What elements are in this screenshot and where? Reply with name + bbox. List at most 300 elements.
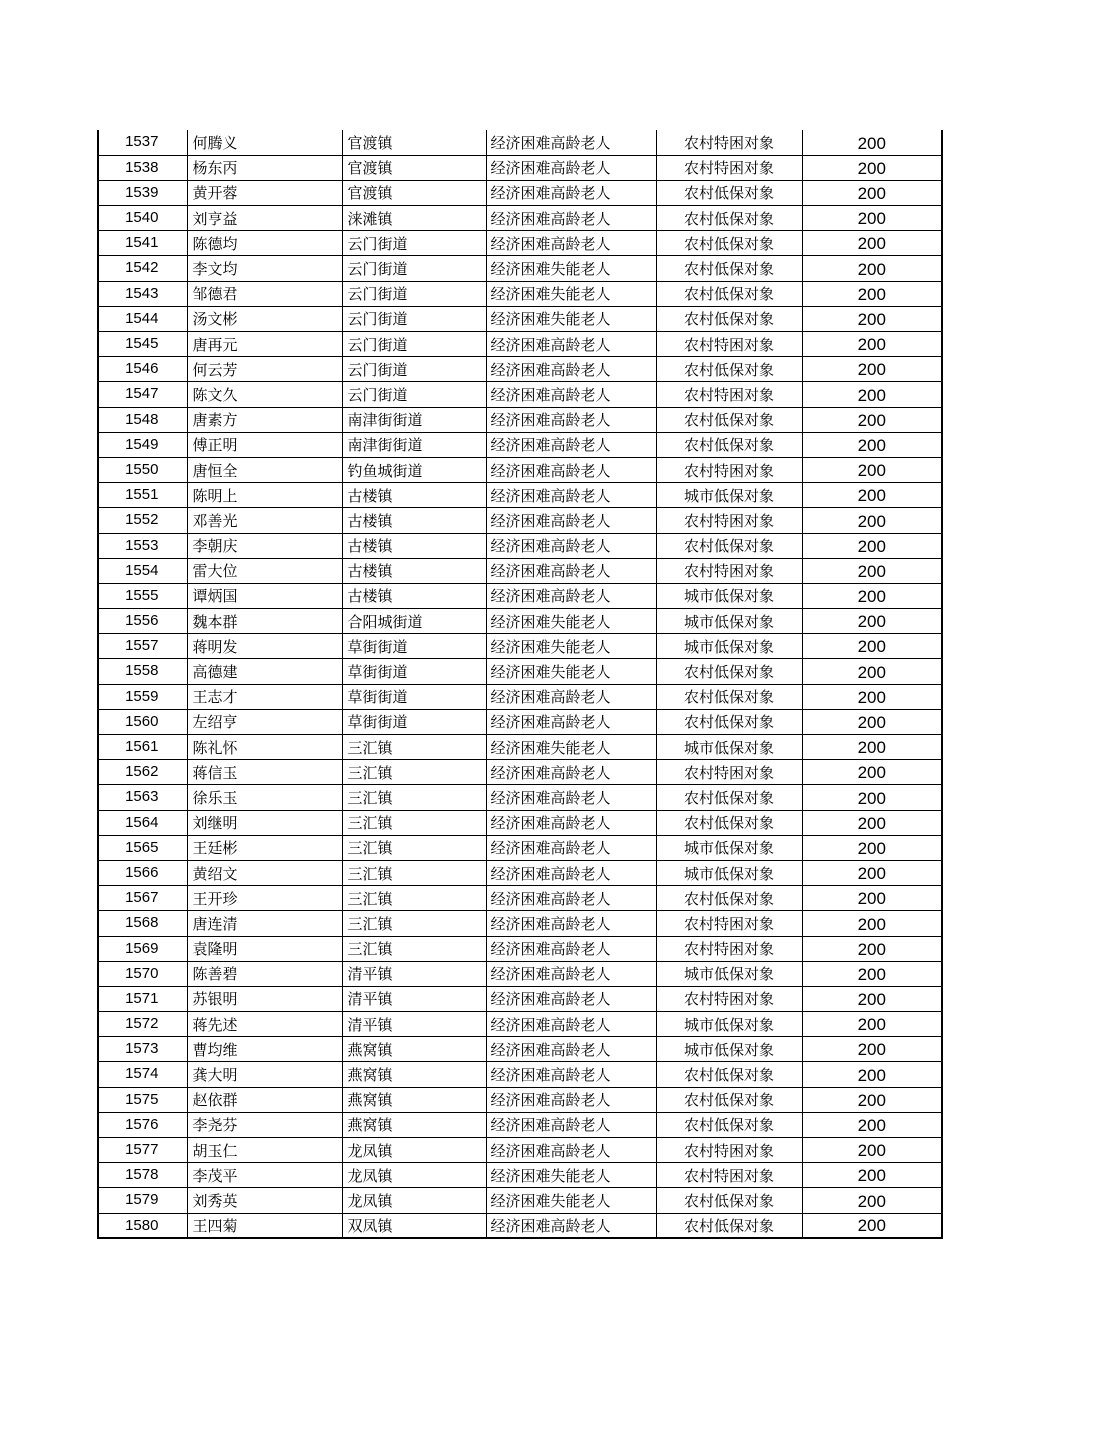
cell-recipient-type: 农村低保对象: [656, 1112, 802, 1137]
cell-recipient-type: 农村特困对象: [656, 332, 802, 357]
cell-name: 何云芳: [187, 357, 342, 382]
cell-serial-number: 1546: [98, 357, 187, 382]
cell-amount: 200: [802, 810, 942, 835]
cell-serial-number: 1552: [98, 508, 187, 533]
cell-recipient-type: 农村低保对象: [656, 785, 802, 810]
cell-name: 苏银明: [187, 986, 342, 1011]
table-row: [98, 810, 942, 835]
cell-category: 经济困难高龄老人: [486, 457, 656, 482]
table-row: [98, 1213, 942, 1238]
cell-amount: 200: [802, 634, 942, 659]
cell-serial-number: 1566: [98, 860, 187, 885]
cell-amount: 200: [802, 684, 942, 709]
cell-serial-number: 1558: [98, 659, 187, 684]
table-row: [98, 306, 942, 331]
cell-name: 赵依群: [187, 1087, 342, 1112]
cell-category: 经济困难高龄老人: [486, 180, 656, 205]
cell-amount: 200: [802, 1037, 942, 1062]
cell-town: 官渡镇: [342, 155, 486, 180]
cell-town: 云门街道: [342, 382, 486, 407]
cell-category: 经济困难失能老人: [486, 735, 656, 760]
cell-amount: 200: [802, 155, 942, 180]
cell-serial-number: 1560: [98, 709, 187, 734]
cell-name: 李茂平: [187, 1163, 342, 1188]
cell-town: 双凤镇: [342, 1213, 486, 1238]
cell-name: 陈明上: [187, 483, 342, 508]
cell-town: 龙凤镇: [342, 1188, 486, 1213]
cell-amount: 200: [802, 483, 942, 508]
cell-recipient-type: 农村低保对象: [656, 533, 802, 558]
cell-category: 经济困难高龄老人: [486, 1087, 656, 1112]
cell-amount: 200: [802, 231, 942, 256]
cell-recipient-type: 农村低保对象: [656, 432, 802, 457]
cell-amount: 200: [802, 961, 942, 986]
cell-name: 龚大明: [187, 1062, 342, 1087]
cell-town: 云门街道: [342, 281, 486, 306]
cell-town: 清平镇: [342, 986, 486, 1011]
table-row: [98, 1163, 942, 1188]
cell-name: 唐再元: [187, 332, 342, 357]
cell-name: 邹德君: [187, 281, 342, 306]
cell-town: 燕窝镇: [342, 1062, 486, 1087]
cell-amount: 200: [802, 609, 942, 634]
cell-recipient-type: 农村特困对象: [656, 1138, 802, 1163]
cell-serial-number: 1541: [98, 231, 187, 256]
cell-amount: 200: [802, 1012, 942, 1037]
cell-serial-number: 1571: [98, 986, 187, 1011]
cell-serial-number: 1542: [98, 256, 187, 281]
cell-name: 陈礼怀: [187, 735, 342, 760]
cell-name: 蒋信玉: [187, 760, 342, 785]
cell-town: 云门街道: [342, 306, 486, 331]
cell-name: 左绍亨: [187, 709, 342, 734]
cell-recipient-type: 农村低保对象: [656, 1087, 802, 1112]
table-row: [98, 1138, 942, 1163]
cell-category: 经济困难高龄老人: [486, 911, 656, 936]
cell-town: 三汇镇: [342, 785, 486, 810]
cell-town: 古楼镇: [342, 533, 486, 558]
cell-town: 涞滩镇: [342, 206, 486, 231]
cell-serial-number: 1545: [98, 332, 187, 357]
table-row: [98, 860, 942, 885]
cell-recipient-type: 城市低保对象: [656, 1012, 802, 1037]
cell-serial-number: 1540: [98, 206, 187, 231]
cell-amount: 200: [802, 986, 942, 1011]
cell-serial-number: 1580: [98, 1213, 187, 1238]
cell-serial-number: 1561: [98, 735, 187, 760]
cell-amount: 200: [802, 911, 942, 936]
cell-recipient-type: 城市低保对象: [656, 634, 802, 659]
cell-recipient-type: 农村低保对象: [656, 180, 802, 205]
cell-town: 古楼镇: [342, 583, 486, 608]
cell-serial-number: 1577: [98, 1138, 187, 1163]
cell-recipient-type: 农村低保对象: [656, 1062, 802, 1087]
cell-category: 经济困难高龄老人: [486, 1138, 656, 1163]
cell-town: 清平镇: [342, 1012, 486, 1037]
cell-recipient-type: 城市低保对象: [656, 835, 802, 860]
cell-name: 邓善光: [187, 508, 342, 533]
cell-amount: 200: [802, 332, 942, 357]
cell-recipient-type: 农村特困对象: [656, 760, 802, 785]
cell-recipient-type: 农村低保对象: [656, 206, 802, 231]
cell-name: 高德建: [187, 659, 342, 684]
cell-serial-number: 1551: [98, 483, 187, 508]
cell-town: 龙凤镇: [342, 1138, 486, 1163]
cell-name: 曹均维: [187, 1037, 342, 1062]
cell-recipient-type: 农村低保对象: [656, 1213, 802, 1238]
cell-amount: 200: [802, 206, 942, 231]
cell-name: 黄绍文: [187, 860, 342, 885]
cell-category: 经济困难高龄老人: [486, 407, 656, 432]
table-row: [98, 357, 942, 382]
table-row: [98, 407, 942, 432]
cell-town: 龙凤镇: [342, 1163, 486, 1188]
cell-name: 袁隆明: [187, 936, 342, 961]
cell-name: 刘秀英: [187, 1188, 342, 1213]
cell-recipient-type: 城市低保对象: [656, 483, 802, 508]
subsidy-table: [97, 130, 943, 1239]
cell-serial-number: 1565: [98, 835, 187, 860]
table-row: [98, 432, 942, 457]
cell-name: 蒋先述: [187, 1012, 342, 1037]
cell-name: 陈文久: [187, 382, 342, 407]
cell-amount: 200: [802, 1213, 942, 1238]
cell-recipient-type: 农村特困对象: [656, 1163, 802, 1188]
table-row: [98, 508, 942, 533]
cell-town: 云门街道: [342, 256, 486, 281]
cell-amount: 200: [802, 1112, 942, 1137]
table-row: [98, 659, 942, 684]
cell-recipient-type: 农村特困对象: [656, 986, 802, 1011]
table-row: [98, 886, 942, 911]
cell-amount: 200: [802, 357, 942, 382]
cell-name: 王廷彬: [187, 835, 342, 860]
cell-category: 经济困难高龄老人: [486, 1112, 656, 1137]
cell-recipient-type: 城市低保对象: [656, 609, 802, 634]
cell-recipient-type: 城市低保对象: [656, 583, 802, 608]
table-row: [98, 1062, 942, 1087]
cell-amount: 200: [802, 583, 942, 608]
cell-serial-number: 1556: [98, 609, 187, 634]
cell-recipient-type: 农村特困对象: [656, 558, 802, 583]
table-row: [98, 986, 942, 1011]
table-row: [98, 911, 942, 936]
cell-recipient-type: 农村低保对象: [656, 231, 802, 256]
cell-serial-number: 1543: [98, 281, 187, 306]
cell-name: 唐恒全: [187, 457, 342, 482]
cell-name: 王志才: [187, 684, 342, 709]
cell-serial-number: 1557: [98, 634, 187, 659]
cell-category: 经济困难高龄老人: [486, 961, 656, 986]
cell-town: 云门街道: [342, 231, 486, 256]
cell-serial-number: 1562: [98, 760, 187, 785]
cell-name: 刘继明: [187, 810, 342, 835]
cell-town: 草街街道: [342, 709, 486, 734]
cell-town: 南津街街道: [342, 407, 486, 432]
cell-amount: 200: [802, 1163, 942, 1188]
table-row: [98, 558, 942, 583]
cell-amount: 200: [802, 886, 942, 911]
cell-serial-number: 1550: [98, 457, 187, 482]
cell-name: 汤文彬: [187, 306, 342, 331]
cell-name: 胡玉仁: [187, 1138, 342, 1163]
table-row: [98, 206, 942, 231]
table-row: [98, 483, 942, 508]
cell-serial-number: 1569: [98, 936, 187, 961]
cell-name: 李朝庆: [187, 533, 342, 558]
cell-serial-number: 1555: [98, 583, 187, 608]
cell-serial-number: 1538: [98, 155, 187, 180]
cell-serial-number: 1559: [98, 684, 187, 709]
table-row: [98, 609, 942, 634]
table-row: [98, 1188, 942, 1213]
cell-town: 草街街道: [342, 659, 486, 684]
cell-town: 三汇镇: [342, 810, 486, 835]
cell-category: 经济困难失能老人: [486, 256, 656, 281]
cell-recipient-type: 城市低保对象: [656, 735, 802, 760]
cell-category: 经济困难高龄老人: [486, 835, 656, 860]
cell-category: 经济困难高龄老人: [486, 936, 656, 961]
cell-recipient-type: 农村低保对象: [656, 810, 802, 835]
cell-category: 经济困难高龄老人: [486, 986, 656, 1011]
cell-category: 经济困难高龄老人: [486, 860, 656, 885]
cell-recipient-type: 农村特困对象: [656, 911, 802, 936]
table-row: [98, 785, 942, 810]
cell-recipient-type: 农村低保对象: [656, 281, 802, 306]
cell-serial-number: 1573: [98, 1037, 187, 1062]
cell-category: 经济困难高龄老人: [486, 382, 656, 407]
cell-amount: 200: [802, 1188, 942, 1213]
cell-category: 经济困难高龄老人: [486, 558, 656, 583]
cell-amount: 200: [802, 382, 942, 407]
cell-amount: 200: [802, 533, 942, 558]
cell-serial-number: 1579: [98, 1188, 187, 1213]
cell-category: 经济困难高龄老人: [486, 206, 656, 231]
cell-recipient-type: 城市低保对象: [656, 860, 802, 885]
cell-name: 王四菊: [187, 1213, 342, 1238]
cell-category: 经济困难高龄老人: [486, 508, 656, 533]
cell-serial-number: 1544: [98, 306, 187, 331]
cell-category: 经济困难高龄老人: [486, 785, 656, 810]
cell-name: 陈德均: [187, 231, 342, 256]
cell-amount: 200: [802, 306, 942, 331]
table-row: [98, 835, 942, 860]
cell-town: 三汇镇: [342, 911, 486, 936]
cell-serial-number: 1570: [98, 961, 187, 986]
cell-category: 经济困难失能老人: [486, 609, 656, 634]
cell-recipient-type: 农村低保对象: [656, 684, 802, 709]
cell-amount: 200: [802, 1087, 942, 1112]
cell-category: 经济困难高龄老人: [486, 684, 656, 709]
cell-amount: 200: [802, 1138, 942, 1163]
cell-name: 徐乐玉: [187, 785, 342, 810]
cell-name: 何腾义: [187, 130, 342, 155]
table-row: [98, 1112, 942, 1137]
cell-town: 云门街道: [342, 357, 486, 382]
cell-amount: 200: [802, 180, 942, 205]
cell-town: 三汇镇: [342, 936, 486, 961]
cell-serial-number: 1548: [98, 407, 187, 432]
cell-town: 古楼镇: [342, 483, 486, 508]
cell-recipient-type: 农村特困对象: [656, 130, 802, 155]
table-row: [98, 332, 942, 357]
cell-recipient-type: 农村低保对象: [656, 357, 802, 382]
cell-category: 经济困难高龄老人: [486, 130, 656, 155]
cell-name: 傅正明: [187, 432, 342, 457]
table-row: [98, 382, 942, 407]
table-row: [98, 961, 942, 986]
cell-category: 经济困难高龄老人: [486, 760, 656, 785]
cell-category: 经济困难失能老人: [486, 634, 656, 659]
cell-serial-number: 1564: [98, 810, 187, 835]
cell-category: 经济困难高龄老人: [486, 332, 656, 357]
cell-town: 合阳城街道: [342, 609, 486, 634]
cell-amount: 200: [802, 256, 942, 281]
cell-serial-number: 1547: [98, 382, 187, 407]
table-row: [98, 1037, 942, 1062]
cell-recipient-type: 农村特困对象: [656, 382, 802, 407]
cell-recipient-type: 城市低保对象: [656, 961, 802, 986]
cell-category: 经济困难高龄老人: [486, 533, 656, 558]
cell-name: 杨东丙: [187, 155, 342, 180]
table-row: [98, 130, 942, 155]
cell-category: 经济困难高龄老人: [486, 1213, 656, 1238]
cell-serial-number: 1563: [98, 785, 187, 810]
cell-serial-number: 1553: [98, 533, 187, 558]
cell-name: 谭炳国: [187, 583, 342, 608]
cell-recipient-type: 农村特困对象: [656, 457, 802, 482]
cell-recipient-type: 农村低保对象: [656, 659, 802, 684]
cell-amount: 200: [802, 407, 942, 432]
cell-category: 经济困难高龄老人: [486, 231, 656, 256]
cell-amount: 200: [802, 659, 942, 684]
cell-category: 经济困难高龄老人: [486, 810, 656, 835]
cell-town: 三汇镇: [342, 860, 486, 885]
cell-serial-number: 1576: [98, 1112, 187, 1137]
table-row: [98, 180, 942, 205]
cell-amount: 200: [802, 785, 942, 810]
cell-town: 燕窝镇: [342, 1087, 486, 1112]
cell-category: 经济困难失能老人: [486, 281, 656, 306]
cell-category: 经济困难失能老人: [486, 1188, 656, 1213]
cell-amount: 200: [802, 760, 942, 785]
cell-amount: 200: [802, 835, 942, 860]
cell-serial-number: 1554: [98, 558, 187, 583]
cell-amount: 200: [802, 558, 942, 583]
table-row: [98, 533, 942, 558]
cell-name: 李尧芬: [187, 1112, 342, 1137]
cell-amount: 200: [802, 281, 942, 306]
table-row: [98, 231, 942, 256]
cell-recipient-type: 城市低保对象: [656, 1037, 802, 1062]
table-row: [98, 735, 942, 760]
cell-category: 经济困难高龄老人: [486, 583, 656, 608]
cell-town: 云门街道: [342, 332, 486, 357]
cell-town: 南津街街道: [342, 432, 486, 457]
cell-category: 经济困难失能老人: [486, 1163, 656, 1188]
cell-town: 三汇镇: [342, 735, 486, 760]
cell-category: 经济困难高龄老人: [486, 709, 656, 734]
table-row: [98, 760, 942, 785]
cell-name: 唐素方: [187, 407, 342, 432]
table-row: [98, 457, 942, 482]
cell-amount: 200: [802, 432, 942, 457]
table-row: [98, 684, 942, 709]
cell-name: 唐连清: [187, 911, 342, 936]
cell-category: 经济困难高龄老人: [486, 357, 656, 382]
table-row: [98, 634, 942, 659]
cell-name: 雷大位: [187, 558, 342, 583]
cell-serial-number: 1539: [98, 180, 187, 205]
table-row: [98, 583, 942, 608]
cell-recipient-type: 农村特困对象: [656, 508, 802, 533]
cell-category: 经济困难高龄老人: [486, 432, 656, 457]
table-row: [98, 709, 942, 734]
cell-name: 陈善碧: [187, 961, 342, 986]
table-body: [98, 130, 942, 1238]
cell-name: 黄开蓉: [187, 180, 342, 205]
cell-category: 经济困难高龄老人: [486, 1037, 656, 1062]
cell-serial-number: 1568: [98, 911, 187, 936]
cell-amount: 200: [802, 709, 942, 734]
cell-amount: 200: [802, 457, 942, 482]
table-row: [98, 1012, 942, 1037]
cell-recipient-type: 农村低保对象: [656, 306, 802, 331]
cell-amount: 200: [802, 508, 942, 533]
table-row: [98, 281, 942, 306]
cell-name: 李文均: [187, 256, 342, 281]
cell-recipient-type: 农村低保对象: [656, 886, 802, 911]
cell-category: 经济困难高龄老人: [486, 155, 656, 180]
cell-name: 王开珍: [187, 886, 342, 911]
cell-serial-number: 1549: [98, 432, 187, 457]
cell-recipient-type: 农村低保对象: [656, 1188, 802, 1213]
cell-category: 经济困难失能老人: [486, 306, 656, 331]
cell-amount: 200: [802, 735, 942, 760]
cell-serial-number: 1575: [98, 1087, 187, 1112]
cell-serial-number: 1574: [98, 1062, 187, 1087]
cell-town: 三汇镇: [342, 760, 486, 785]
cell-town: 燕窝镇: [342, 1112, 486, 1137]
cell-town: 燕窝镇: [342, 1037, 486, 1062]
cell-town: 草街街道: [342, 684, 486, 709]
cell-amount: 200: [802, 860, 942, 885]
cell-town: 三汇镇: [342, 835, 486, 860]
cell-serial-number: 1567: [98, 886, 187, 911]
cell-serial-number: 1572: [98, 1012, 187, 1037]
cell-name: 刘亨益: [187, 206, 342, 231]
cell-recipient-type: 农村低保对象: [656, 407, 802, 432]
cell-town: 草街街道: [342, 634, 486, 659]
cell-recipient-type: 农村特困对象: [656, 936, 802, 961]
cell-serial-number: 1537: [98, 130, 187, 155]
cell-amount: 200: [802, 936, 942, 961]
table-row: [98, 1087, 942, 1112]
cell-recipient-type: 农村低保对象: [656, 709, 802, 734]
cell-town: 古楼镇: [342, 508, 486, 533]
cell-town: 官渡镇: [342, 130, 486, 155]
cell-town: 官渡镇: [342, 180, 486, 205]
cell-category: 经济困难高龄老人: [486, 1012, 656, 1037]
cell-category: 经济困难高龄老人: [486, 483, 656, 508]
cell-town: 古楼镇: [342, 558, 486, 583]
cell-recipient-type: 农村特困对象: [656, 155, 802, 180]
cell-name: 蒋明发: [187, 634, 342, 659]
cell-amount: 200: [802, 130, 942, 155]
cell-serial-number: 1578: [98, 1163, 187, 1188]
cell-town: 清平镇: [342, 961, 486, 986]
table-row: [98, 936, 942, 961]
